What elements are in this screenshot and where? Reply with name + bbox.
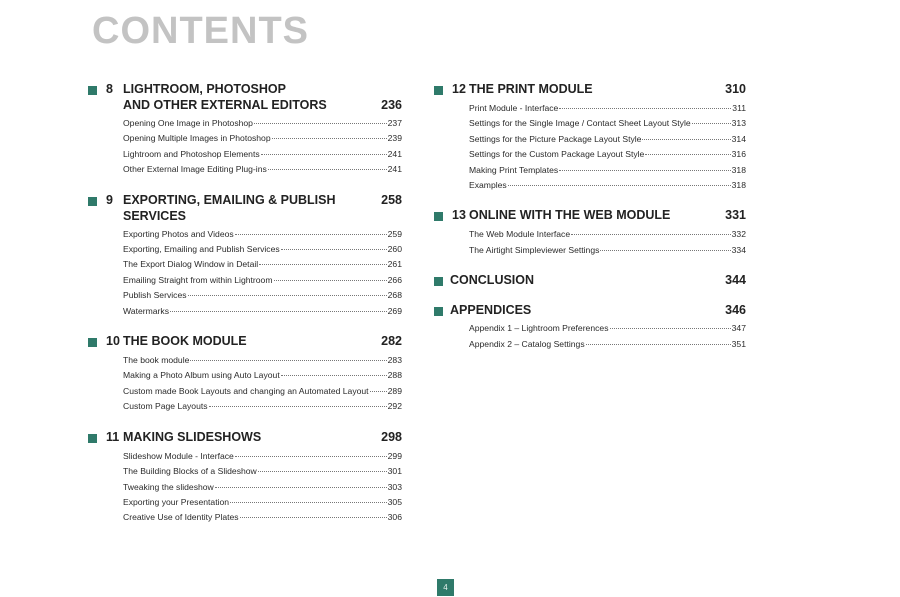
entry-title: Slideshow Module - Interface [123,450,234,461]
chapter-title-text: ONLINE WITH THE WEB MODULE [469,208,671,223]
toc-entry[interactable] [469,147,746,162]
entry-title: Custom Page Layouts [123,401,208,412]
chapter-heading[interactable] [88,333,402,350]
toc-entry[interactable] [469,337,746,352]
chapter-title-text: MAKING SLIDESHOWS [123,429,262,444]
dot-leader [642,139,730,140]
toc-entry[interactable] [123,162,402,177]
dot-leader [559,108,731,109]
entry-page-number: 299 [387,450,402,461]
entry-list [469,321,746,352]
toc-entry[interactable] [123,480,402,495]
toc-entry[interactable] [123,384,402,399]
dot-leader [235,456,387,457]
entry-title: Print Module - Interface [469,103,559,113]
chapter-title [123,333,402,349]
toc-entry[interactable] [123,353,402,368]
entry-page-number: 303 [387,481,402,492]
entry-page-number: 239 [387,133,402,144]
entry-title: The Airtight Simpleviewer Settings [469,244,600,255]
toc-entry[interactable] [469,321,746,336]
chapter-number: 13 [452,208,466,223]
chapter-title-text: AND OTHER EXTERNAL EDITORS [123,98,327,112]
dot-leader [370,391,387,392]
dot-leader [645,154,730,155]
entry-page-number: 268 [387,290,402,301]
toc-entry[interactable] [123,399,402,414]
entry-title: Lightroom and Photoshop Elements [123,148,260,159]
entry-page-number: 305 [387,496,402,507]
chapter-title-line [123,81,402,97]
entry-page-number: 237 [387,118,402,128]
entry-page-number: 241 [387,164,402,175]
square-bullet-icon [434,212,443,221]
entry-title: Settings for the Custom Package Layout Style [469,149,645,160]
chapter-title-line [123,333,402,349]
entry-page-number: 261 [387,259,402,270]
entry-title: Creative Use of Identity Plates [123,512,239,523]
chapter-page-number: 258 [381,192,402,207]
dot-leader [281,249,387,250]
entry-list [123,353,402,415]
chapter-title-line [469,81,746,97]
entry-title: Exporting your Presentation [123,496,230,507]
dot-leader [188,295,387,296]
square-bullet-icon [434,86,443,95]
dot-leader [559,170,730,171]
chapter-heading[interactable] [88,429,402,446]
toc-entry[interactable] [123,131,402,146]
chapter-title [469,81,746,97]
chapter-heading[interactable] [88,81,402,113]
entry-list [123,227,402,319]
chapter-title-text: THE PRINT MODULE [469,82,593,96]
entry-title: Settings for the Picture Package Layout Style [469,133,642,144]
entry-page-number: 292 [387,401,402,412]
chapter-heading[interactable] [434,272,746,288]
square-bullet-icon [434,307,443,316]
toc-entry[interactable] [469,116,746,131]
entry-list [469,227,746,258]
entry-page-number: 318 [731,164,746,175]
entry-title: Watermarks [123,305,169,316]
chapter-title [450,302,746,318]
entry-page-number: 260 [387,244,402,255]
chapter-heading[interactable] [88,192,402,224]
toc-entry[interactable] [123,510,402,525]
entry-title: Opening One Image in Photoshop [123,118,253,128]
dot-leader [600,250,730,251]
entry-title: Exporting Photos and Videos [123,228,234,239]
chapter-page-number: 310 [725,82,746,96]
chapter-title-line [123,429,402,445]
chapter-title-line [123,97,402,113]
toc-entry[interactable] [123,304,402,319]
chapter-title-text: APPENDICES [450,303,532,318]
dot-leader [261,154,387,155]
chapter-page-number: 282 [381,334,402,349]
chapter-section [88,192,402,319]
entry-page-number: 289 [387,385,402,396]
chapter-title-line [469,207,746,223]
entry-page-number: 316 [731,149,746,160]
entry-title: Opening Multiple Images in Photoshop [123,133,271,144]
toc-entry[interactable] [123,273,402,288]
toc-entry[interactable] [469,163,746,178]
chapter-title-line [123,192,402,224]
dot-leader [235,234,387,235]
chapter-number: 8 [106,82,113,96]
entry-title: Appendix 1 – Lightroom Preferences [469,323,609,334]
chapter-title-text: EXPORTING, EMAILING & PUBLISH SERVICES [123,192,336,223]
entry-title: Making Print Templates [469,164,559,175]
dot-leader [215,487,387,488]
toc-entry[interactable] [123,464,402,479]
dot-leader [209,406,387,407]
chapter-title-text: THE BOOK MODULE [123,334,247,349]
dot-leader [268,169,387,170]
contents-column-right [434,81,746,366]
dot-leader [274,280,387,281]
chapter-title [123,429,402,445]
entry-page-number: 314 [731,133,746,144]
entry-title: Exporting, Emailing and Publish Services [123,244,280,255]
chapter-page-number: 344 [725,273,746,288]
entry-list [123,116,402,178]
dot-leader [610,328,731,329]
square-bullet-icon [88,434,97,443]
entry-title: Custom made Book Layouts and changing an Automated Layout [123,385,369,396]
toc-entry[interactable] [123,116,402,131]
dot-leader [571,234,731,235]
entry-page-number: 347 [731,323,746,334]
chapter-section [434,81,746,193]
chapter-title-text: LIGHTROOM, PHOTOSHOP [123,82,286,96]
toc-entry[interactable] [123,147,402,162]
entry-title: Settings for the Single Image / Contact Sheet Layout Style [469,118,691,129]
contents-column-left [88,81,402,540]
entry-title: Making a Photo Album using Auto Layout [123,370,280,381]
entry-title: Emailing Straight from within Lightroom [123,274,273,285]
entry-page-number: 306 [387,512,402,523]
chapter-heading[interactable] [434,302,746,318]
dot-leader [586,344,731,345]
entry-title: The book module [123,355,190,366]
entry-page-number: 259 [387,228,402,239]
chapter-number: 11 [106,429,120,444]
chapter-number: 12 [452,82,466,96]
chapter-title [469,207,746,223]
entry-page-number: 318 [731,180,746,191]
entry-page-number: 283 [387,355,402,366]
dot-leader [254,123,387,124]
chapter-title [123,192,402,224]
dot-leader [190,360,386,361]
entry-page-number: 313 [731,118,746,129]
dot-leader [508,185,731,186]
entry-list [123,449,402,526]
dot-leader [258,471,387,472]
toc-entry[interactable] [469,132,746,147]
chapter-page-number: 236 [381,98,402,112]
chapter-page-number: 298 [381,429,402,444]
chapter-section [88,81,402,178]
chapter-title-text: CONCLUSION [450,273,535,288]
square-bullet-icon [434,277,443,286]
chapter-section [88,333,402,415]
chapter-section [434,272,746,288]
dot-leader [692,123,731,124]
chapter-title [450,272,746,288]
chapter-title-line [450,302,746,318]
entry-title: Tweaking the slideshow [123,481,214,492]
chapter-heading[interactable] [434,81,746,98]
chapter-section [434,207,746,258]
toc-entry[interactable] [123,257,402,272]
square-bullet-icon [88,86,97,95]
chapter-number: 9 [106,192,113,207]
entry-page-number: 311 [732,103,746,113]
dot-leader [281,375,387,376]
dot-leader [170,311,387,312]
chapter-number: 10 [106,334,120,349]
entry-page-number: 301 [387,466,402,477]
square-bullet-icon [88,197,97,206]
entry-title: Examples [469,180,507,191]
toc-entry[interactable] [469,101,746,116]
dot-leader [259,264,386,265]
toc-entry[interactable] [469,178,746,193]
page-number-badge: 4 [437,579,454,596]
entry-page-number: 241 [387,148,402,159]
chapter-page-number: 331 [725,208,746,223]
chapter-heading[interactable] [434,207,746,224]
chapter-section [434,302,746,352]
entry-title: Appendix 2 – Catalog Settings [469,338,585,349]
toc-entry[interactable] [123,495,402,510]
entry-page-number: 351 [731,338,746,349]
chapter-title [123,81,402,113]
entry-list [469,101,746,193]
entry-title: Other External Image Editing Plug-ins [123,164,267,175]
toc-entry[interactable] [123,288,402,303]
entry-page-number: 266 [387,274,402,285]
entry-title: The Export Dialog Window in Detail [123,259,259,270]
toc-entry[interactable] [123,368,402,383]
entry-page-number: 269 [387,305,402,316]
entry-title: The Building Blocks of a Slideshow [123,466,257,477]
square-bullet-icon [88,338,97,347]
entry-title: The Web Module Interface [469,229,571,240]
dot-leader [230,502,387,503]
entry-page-number: 334 [731,244,746,255]
chapter-section [88,429,402,526]
toc-entry[interactable] [469,243,746,258]
toc-entry[interactable] [123,227,402,242]
dot-leader [272,138,387,139]
entry-page-number: 288 [387,370,402,381]
chapter-page-number: 346 [725,303,746,318]
toc-entry[interactable] [123,242,402,257]
page-title: CONTENTS [92,10,309,52]
chapter-title-line [450,272,746,288]
entry-title: Publish Services [123,290,187,301]
entry-page-number: 332 [731,229,746,240]
toc-entry[interactable] [469,227,746,242]
dot-leader [240,517,387,518]
toc-entry[interactable] [123,449,402,464]
